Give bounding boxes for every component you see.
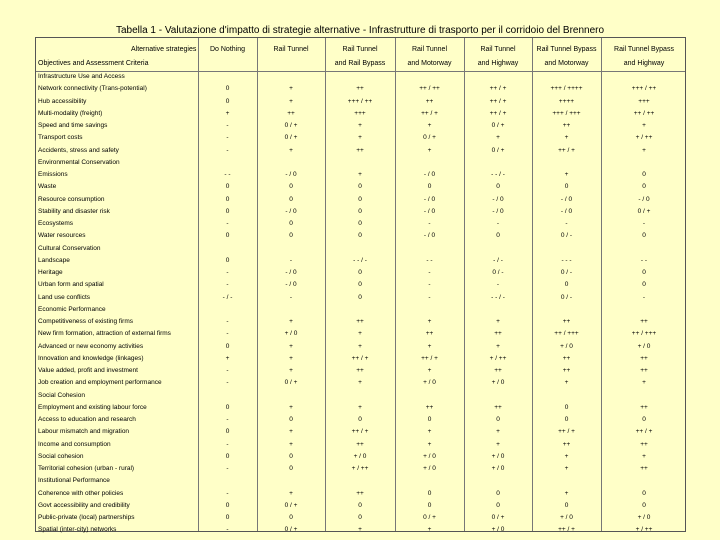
- table-cell: +: [564, 465, 569, 472]
- table-cell: +: [427, 526, 432, 534]
- criteria-header: Objectives and Assessment Criteria: [38, 60, 149, 67]
- table-cell: - / 0: [492, 207, 504, 215]
- table-cell: +: [358, 379, 362, 387]
- table-cell: -: [642, 220, 646, 227]
- table-cell: 0 / +: [284, 122, 298, 129]
- table-cell: +: [358, 526, 362, 534]
- table-cell: 0: [642, 489, 646, 497]
- table-cell: ++: [494, 403, 502, 411]
- criterion-label: Urban form and spatial: [38, 281, 104, 289]
- table-cell: 0: [225, 207, 230, 215]
- table-cell: 0: [642, 183, 646, 191]
- table-cell: - / -: [493, 256, 503, 264]
- table-cell: 0: [642, 269, 646, 276]
- table-cell: + / 0: [353, 452, 367, 460]
- table-cell: ++: [562, 440, 571, 448]
- table-cell: -: [226, 281, 229, 289]
- table-cell: +: [427, 440, 432, 448]
- table-cell: - -: [426, 256, 433, 264]
- table-cell: +: [496, 134, 500, 142]
- table-cell: + / ++: [351, 465, 369, 472]
- table-cell: +: [496, 342, 500, 350]
- table-cell: ++ / +: [489, 85, 507, 93]
- table-cell: 0: [496, 183, 500, 191]
- table-cell: 0: [564, 403, 569, 411]
- table-cell: 0 / +: [491, 514, 505, 521]
- table-cell: 0: [564, 416, 569, 423]
- table-cell: 0: [427, 501, 432, 509]
- table-cell: 0 / +: [491, 122, 505, 129]
- table-cell: +: [289, 367, 293, 374]
- table-cell: 0: [289, 514, 293, 521]
- table-cell: 0: [564, 501, 569, 509]
- table-cell: ++: [640, 318, 648, 325]
- table-cell: 0: [642, 232, 646, 240]
- table-cell: 0: [358, 207, 362, 215]
- table-cell: ++ / ++: [633, 109, 655, 117]
- table-cell: ++: [562, 354, 571, 362]
- table-cell: + / ++: [635, 526, 653, 534]
- table-cell: 0: [642, 281, 646, 289]
- criterion-label: Competitiveness of existing firms: [38, 318, 134, 325]
- table-cell: 0 / +: [284, 501, 298, 509]
- table-cell: ++ / +++: [631, 330, 657, 338]
- table-cell: - - -: [561, 256, 572, 264]
- table-cell: +: [289, 318, 293, 325]
- table-title: Tabella 1 - Valutazione d'impatto di strategie alternative - Infrastrutture di trasporto per il corridoio del Brennero: [115, 25, 605, 36]
- column-header: and Motorway: [544, 60, 589, 67]
- table-cell: -: [226, 416, 229, 423]
- table-cell: 0: [358, 416, 362, 423]
- table-cell: +: [289, 146, 293, 154]
- table-cell: ++ / +: [558, 146, 575, 154]
- table-cell: +: [496, 440, 500, 448]
- table-cell: ++: [356, 318, 364, 325]
- table-cell: - / 0: [492, 195, 504, 203]
- table-cell: 0 / +: [284, 526, 298, 534]
- header-divider: [36, 71, 685, 72]
- table-cell: 0 / -: [560, 232, 573, 240]
- table-cell: + / 0: [491, 465, 505, 472]
- table-cell: + / 0: [423, 452, 436, 460]
- table-cell: - / -: [222, 293, 233, 301]
- table-cell: +: [564, 379, 569, 387]
- column-header: Do Nothing: [209, 46, 246, 53]
- table-cell: 0: [358, 514, 362, 521]
- criterion-label: Water resources: [38, 232, 86, 240]
- table-cell: -: [496, 281, 500, 289]
- table-cell: +: [358, 171, 362, 178]
- criterion-label: Public-private (local) partnerships: [38, 514, 135, 521]
- table-cell: +: [358, 330, 362, 338]
- table-cell: -: [226, 146, 229, 154]
- table-cell: ++: [640, 465, 648, 472]
- table-cell: - -: [640, 256, 648, 264]
- table-cell: 0: [496, 501, 500, 509]
- criterion-label: Emissions: [38, 171, 68, 178]
- section-heading: Institutional Performance: [38, 477, 110, 485]
- column-header: Rail Tunnel: [480, 46, 516, 53]
- table-cell: 0 / -: [560, 269, 573, 276]
- criterion-label: Ecosystems: [38, 220, 74, 227]
- table-cell: ++++: [558, 97, 575, 105]
- criterion-label: Resource consumption: [38, 195, 105, 203]
- table-cell: 0: [564, 183, 569, 191]
- table-cell: -: [642, 293, 646, 301]
- table-cell: 0: [496, 416, 500, 423]
- column-header: and Rail Bypass: [334, 60, 386, 67]
- table-cell: +: [225, 109, 230, 117]
- table-cell: 0 / +: [637, 207, 651, 215]
- table-cell: +: [496, 318, 500, 325]
- criterion-label: Speed and time savings: [38, 122, 108, 129]
- criterion-label: Heritage: [38, 269, 63, 276]
- table-cell: +: [642, 146, 646, 154]
- table-cell: - / 0: [423, 195, 436, 203]
- table-cell: ++ / +: [351, 354, 369, 362]
- table-cell: +: [427, 367, 432, 374]
- table-cell: + / 0: [423, 379, 436, 387]
- table-cell: 0: [289, 232, 293, 240]
- table-cell: -: [428, 269, 431, 276]
- table-cell: ++: [356, 146, 364, 154]
- table-cell: -: [226, 134, 229, 142]
- table-cell: +: [358, 403, 362, 411]
- table-cell: + / 0: [491, 526, 505, 534]
- table-cell: - / 0: [560, 195, 573, 203]
- table-cell: ++ / +: [635, 428, 653, 436]
- table-cell: + / 0: [284, 330, 298, 338]
- column-header: and Highway: [623, 60, 665, 67]
- table-cell: -: [226, 367, 229, 374]
- table-cell: 0: [225, 195, 230, 203]
- column-header: and Highway: [477, 60, 519, 67]
- table-cell: +++ / ++++: [550, 85, 583, 93]
- table-cell: -: [226, 440, 229, 448]
- table-cell: -: [428, 281, 431, 289]
- table-cell: + / 0: [560, 342, 573, 350]
- table-cell: ++ / +: [558, 428, 575, 436]
- column-header: Rail Tunnel Bypass: [536, 46, 597, 53]
- criterion-label: Job creation and employment performance: [38, 379, 162, 387]
- table-cell: -: [226, 379, 229, 387]
- table-cell: ++: [494, 367, 502, 374]
- criterion-label: Land use conflicts: [38, 293, 91, 301]
- table-cell: +: [289, 85, 293, 93]
- table-cell: -: [226, 220, 229, 227]
- criterion-label: Multi-modality (freight): [38, 109, 103, 117]
- table-cell: - / 0: [560, 207, 573, 215]
- criterion-label: Value added, profit and investment: [38, 367, 138, 374]
- table-cell: ++ / +: [351, 428, 369, 436]
- table-cell: ++: [356, 367, 364, 374]
- table-cell: + / 0: [423, 465, 436, 472]
- column-header: Rail Tunnel Bypass: [614, 46, 674, 53]
- table-cell: ++: [640, 367, 648, 374]
- table-cell: 0: [289, 220, 293, 227]
- table-cell: -: [496, 220, 500, 227]
- table-cell: 0: [427, 416, 432, 423]
- table-cell: -: [226, 489, 229, 497]
- table-cell: 0: [358, 183, 362, 191]
- table-cell: -: [226, 330, 229, 338]
- criterion-label: Social cohesion: [38, 452, 84, 460]
- table-cell: +++ / +++: [552, 109, 581, 117]
- table-cell: 0 / +: [284, 134, 298, 142]
- column-header: Rail Tunnel: [342, 46, 378, 53]
- table-cell: 0: [564, 281, 569, 289]
- table-cell: +: [642, 379, 646, 387]
- table-cell: - -: [224, 171, 231, 178]
- table-cell: ++: [425, 330, 434, 338]
- table-cell: ++: [356, 440, 364, 448]
- table-cell: - - / -: [353, 256, 367, 264]
- table-cell: 0: [225, 403, 230, 411]
- criterion-label: Network connectivity (Trans-potential): [38, 85, 147, 93]
- table-cell: - / 0: [285, 171, 297, 178]
- table-cell: +: [289, 354, 293, 362]
- criterion-label: Stability and disaster risk: [38, 207, 110, 215]
- table-cell: 0: [358, 281, 362, 289]
- table-cell: 0: [289, 465, 293, 472]
- table-cell: ++ / +: [421, 354, 438, 362]
- table-cell: 0: [642, 501, 646, 509]
- table-cell: 0: [289, 183, 293, 191]
- table-cell: - / 0: [423, 171, 436, 178]
- section-heading: Cultural Conservation: [38, 244, 101, 252]
- table-cell: - - / -: [491, 293, 505, 301]
- table-cell: +: [358, 122, 362, 129]
- table-cell: - / 0: [638, 195, 650, 203]
- table-cell: 0 / +: [491, 146, 505, 154]
- table-cell: -: [226, 465, 229, 472]
- criterion-label: Employment and existing labour force: [38, 403, 147, 411]
- table-cell: -: [289, 293, 293, 301]
- table-cell: + / 0: [491, 452, 505, 460]
- table-cell: 0: [225, 97, 230, 105]
- table-cell: 0: [289, 195, 293, 203]
- table-cell: 0: [642, 171, 646, 178]
- table-cell: +++ / ++: [631, 85, 657, 93]
- table-cell: ++: [562, 122, 571, 129]
- criterion-label: Innovation and knowledge (linkages): [38, 354, 144, 362]
- table-cell: +: [427, 122, 432, 129]
- table-cell: 0: [225, 514, 230, 521]
- table-cell: 0: [358, 232, 362, 240]
- assessment-table: [35, 37, 686, 532]
- table-cell: +++: [354, 109, 366, 117]
- table-cell: 0 / +: [423, 134, 436, 142]
- table-cell: +: [289, 489, 293, 497]
- table-cell: +: [289, 342, 293, 350]
- table-cell: 0: [225, 183, 230, 191]
- table-cell: ++ / +: [421, 109, 438, 117]
- table-cell: +: [289, 97, 293, 105]
- table-cell: -: [428, 220, 431, 227]
- table-cell: ++: [356, 489, 364, 497]
- table-cell: - - / -: [491, 171, 505, 178]
- column-header: Rail Tunnel: [411, 46, 448, 53]
- table-cell: +++: [638, 97, 650, 105]
- table-cell: ++: [640, 440, 648, 448]
- table-cell: 0: [225, 501, 230, 509]
- table-cell: 0: [427, 183, 432, 191]
- table-cell: 0: [225, 232, 230, 240]
- table-cell: ++: [640, 403, 648, 411]
- table-cell: ++: [425, 403, 434, 411]
- table-cell: + / ++: [489, 354, 507, 362]
- table-cell: + / ++: [635, 134, 653, 142]
- table-cell: ++: [287, 109, 295, 117]
- table-cell: ++: [562, 318, 571, 325]
- table-cell: + / 0: [491, 379, 505, 387]
- section-heading: Economic Performance: [38, 305, 106, 313]
- column-header: Rail Tunnel: [273, 46, 309, 53]
- table-cell: -: [428, 293, 431, 301]
- table-cell: +: [642, 452, 646, 460]
- table-cell: -: [289, 256, 293, 264]
- section-heading: Social Cohesion: [38, 391, 85, 399]
- section-heading: Infrastructure Use and Access: [38, 73, 125, 80]
- table-cell: 0: [289, 416, 293, 423]
- table-cell: + / 0: [637, 514, 651, 521]
- table-cell: + / 0: [560, 514, 573, 521]
- table-cell: - / 0: [285, 207, 297, 215]
- table-cell: ++: [494, 330, 502, 338]
- table-cell: +: [564, 171, 569, 178]
- table-cell: ++ / +: [558, 526, 575, 534]
- table-cell: 0: [358, 220, 362, 227]
- criterion-label: Transport costs: [38, 134, 83, 142]
- table-cell: +: [225, 354, 230, 362]
- table-cell: ++ / ++: [419, 85, 440, 93]
- table-cell: 0: [225, 85, 230, 93]
- table-cell: - / 0: [285, 269, 297, 276]
- table-cell: +: [427, 428, 432, 436]
- table-cell: -: [226, 318, 229, 325]
- criterion-label: Territorial cohesion (urban - rural): [38, 465, 135, 472]
- criterion-label: Labour mismatch and migration: [38, 428, 130, 436]
- criterion-label: Access to education and research: [38, 416, 136, 423]
- table-cell: 0 / +: [423, 514, 436, 521]
- table-cell: +: [289, 403, 293, 411]
- table-cell: 0: [358, 195, 362, 203]
- table-cell: +: [358, 342, 362, 350]
- table-cell: -: [226, 269, 229, 276]
- criterion-label: Coherence with other policies: [38, 489, 124, 497]
- table-cell: +: [289, 428, 293, 436]
- criterion-label: Hub accessibility: [38, 97, 87, 105]
- table-cell: 0: [358, 293, 362, 301]
- table-cell: +: [564, 452, 569, 460]
- table-cell: +: [289, 440, 293, 448]
- table-cell: ++ / +++: [554, 330, 579, 338]
- table-cell: ++: [562, 367, 571, 374]
- table-cell: 0: [225, 428, 230, 436]
- strategies-header: Alternative strategies: [131, 46, 197, 53]
- criterion-label: Govt accessibility and credibility: [38, 501, 130, 509]
- criterion-label: Spatial (inter-city) networks: [38, 526, 117, 534]
- table-cell: 0: [225, 452, 230, 460]
- table-cell: +: [427, 146, 432, 154]
- table-cell: 0: [496, 489, 500, 497]
- table-cell: - / 0: [423, 232, 436, 240]
- table-cell: -: [226, 526, 229, 534]
- table-cell: -: [565, 220, 568, 227]
- table-cell: +: [564, 489, 569, 497]
- table-cell: 0 / +: [284, 379, 298, 387]
- table-cell: 0: [642, 416, 646, 423]
- table-cell: 0: [358, 269, 362, 276]
- table-cell: ++: [640, 354, 648, 362]
- criterion-label: Waste: [38, 183, 57, 191]
- table-cell: +: [642, 122, 646, 129]
- table-cell: - / 0: [285, 281, 297, 289]
- table-cell: - / 0: [423, 207, 436, 215]
- table-cell: +: [564, 134, 569, 142]
- table-cell: 0 / -: [560, 293, 573, 301]
- criterion-label: Income and consumption: [38, 440, 111, 448]
- table-cell: 0: [289, 452, 293, 460]
- criterion-label: New firm formation, attraction of external firms: [38, 330, 171, 338]
- table-cell: +: [427, 318, 432, 325]
- criterion-label: Accidents, stress and safety: [38, 146, 119, 154]
- table-cell: ++ / +: [489, 109, 507, 117]
- table-cell: 0: [225, 342, 230, 350]
- column-header: and Motorway: [407, 60, 452, 67]
- table-cell: +: [358, 134, 362, 142]
- table-cell: ++: [356, 85, 364, 93]
- table-cell: -: [226, 122, 229, 129]
- table-cell: +++ / ++: [347, 97, 373, 105]
- table-cell: 0: [496, 232, 500, 240]
- table-cell: + / 0: [637, 342, 651, 350]
- table-cell: +: [427, 342, 432, 350]
- criterion-label: Landscape: [38, 256, 70, 264]
- table-cell: 0: [427, 489, 432, 497]
- table-cell: +: [496, 428, 500, 436]
- section-heading: Environmental Conservation: [38, 158, 120, 166]
- table-cell: ++: [425, 97, 434, 105]
- table-cell: 0: [225, 256, 230, 264]
- criterion-label: Advanced or new economy activities: [38, 342, 144, 350]
- table-cell: 0: [358, 501, 362, 509]
- table-cell: ++ / +: [489, 97, 507, 105]
- table-cell: 0 / -: [492, 269, 504, 276]
